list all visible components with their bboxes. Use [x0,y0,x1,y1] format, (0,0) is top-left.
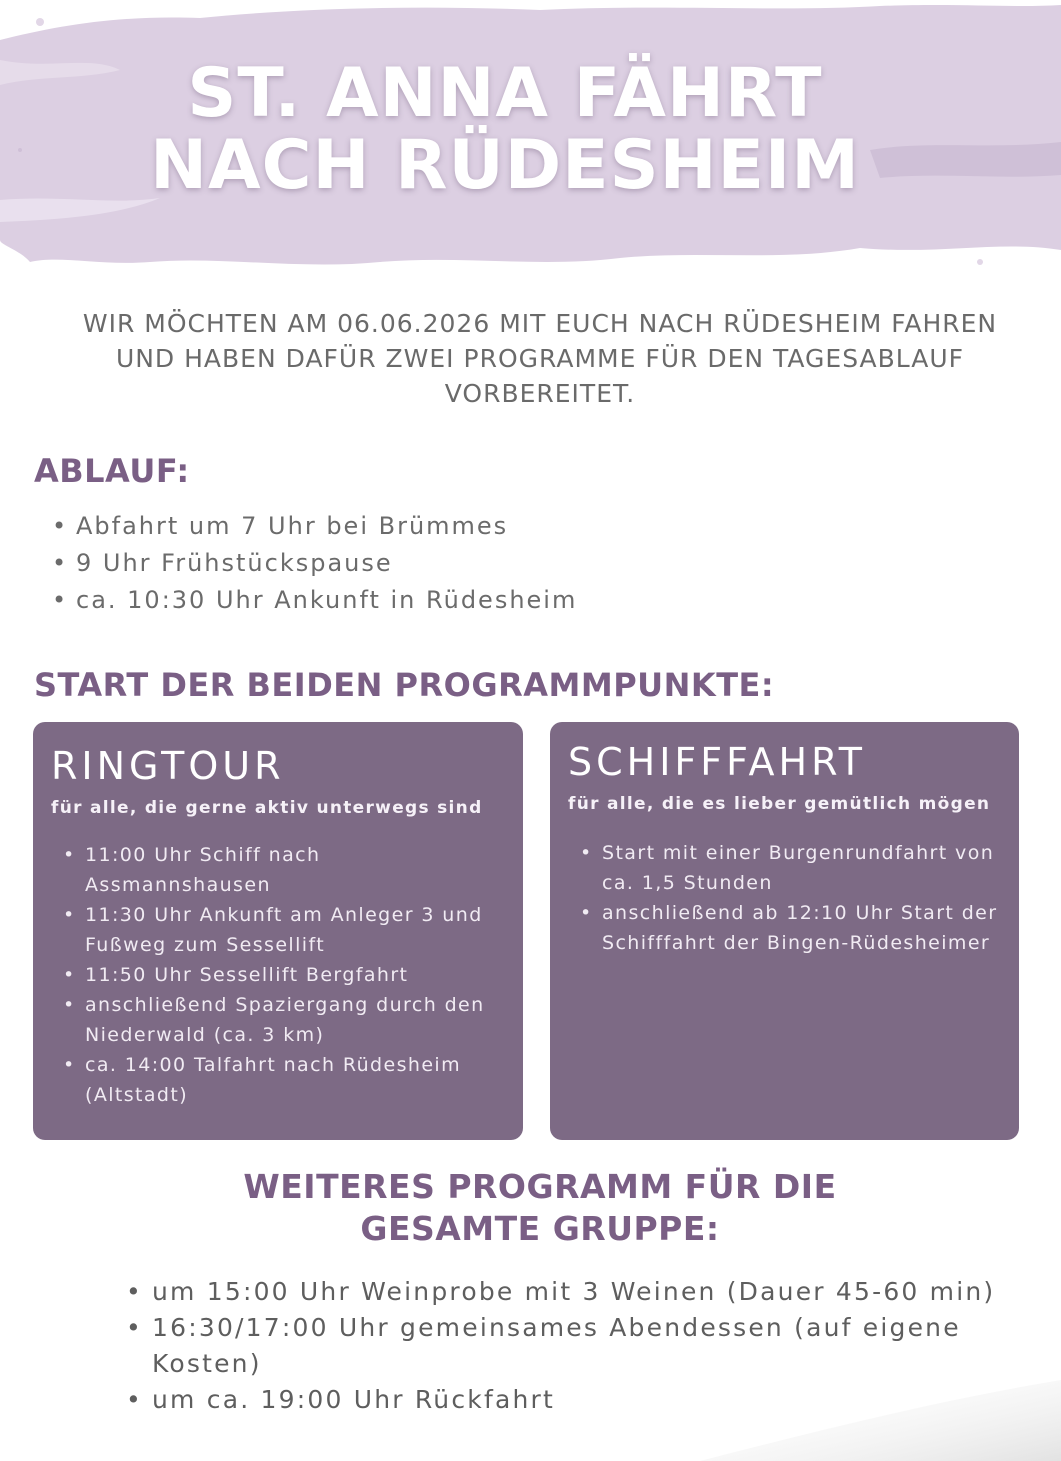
list-item: • 9 Uhr Frühstückspause [48,545,577,582]
corner-shadow [0,1360,1061,1461]
ablauf-list [48,508,577,619]
list-item: • Start mit einer Burgenrundfahrt von ca. 1,5 Stunden [578,838,1001,898]
ringtour-list [61,840,505,1110]
further-heading [160,1166,920,1250]
list-item: • um ca. 19:00 Uhr Rückfahrt [122,1382,1022,1418]
ablauf-heading: ABLAUF: [34,452,190,490]
schifffahrt-subtitle: für alle, die es lieber gemütlich mögen [568,794,991,814]
schifffahrt-title: SCHIFFFAHRT [568,740,866,784]
ringtour-subtitle: für alle, die gerne aktiv unterwegs sind [51,798,483,818]
list-item: • um 15:00 Uhr Weinprobe mit 3 Weinen (Dauer 45-60 min) [122,1274,1022,1310]
ringtour-card [33,722,523,1140]
list-item: • anschließend ab 12:10 Uhr Start der Schifffahrt der Bingen-Rüdesheimer [578,898,1001,958]
start-heading: START DER BEIDEN PROGRAMMPUNKTE: [34,666,775,704]
page-title [0,54,1010,205]
title-line-2: NACH RÜDESHEIM [150,126,860,205]
list-item: • Abfahrt um 7 Uhr bei Brümmes [48,508,577,545]
schifffahrt-list [578,838,1001,958]
intro-text: WIR MÖCHTEN AM 06.06.2026 MIT EUCH NACH RÜDESHEIM FAHREN UND HABEN DAFÜR ZWEI PROGRAMME FÜR DEN TAGESABLAUF VORBEREITET. [82,309,998,408]
further-heading-line-1: WEITERES PROGRAMM FÜR DIE [243,1167,837,1206]
list-item: • ca. 14:00 Talfahrt nach Rüdesheim (Altstadt) [61,1050,505,1110]
list-item: • 11:30 Uhr Ankunft am Anleger 3 und Fußweg zum Sessellift [61,900,505,960]
list-item: • ca. 10:30 Uhr Ankunft in Rüdesheim [48,582,577,619]
list-item: • 11:50 Uhr Sessellift Bergfahrt [61,960,505,990]
list-item: • anschließend Spaziergang durch den Niederwald (ca. 3 km) [61,990,505,1050]
further-heading-line-2: GESAMTE GRUPPE: [360,1209,720,1248]
schifffahrt-card [550,722,1019,1140]
list-item: • 16:30/17:00 Uhr gemeinsames Abendessen (auf eigene Kosten) [122,1310,1022,1382]
title-line-1: ST. ANNA FÄHRT [187,54,823,133]
ringtour-title: RINGTOUR [51,744,285,788]
list-item: • 11:00 Uhr Schiff nach Assmannshausen [61,840,505,900]
